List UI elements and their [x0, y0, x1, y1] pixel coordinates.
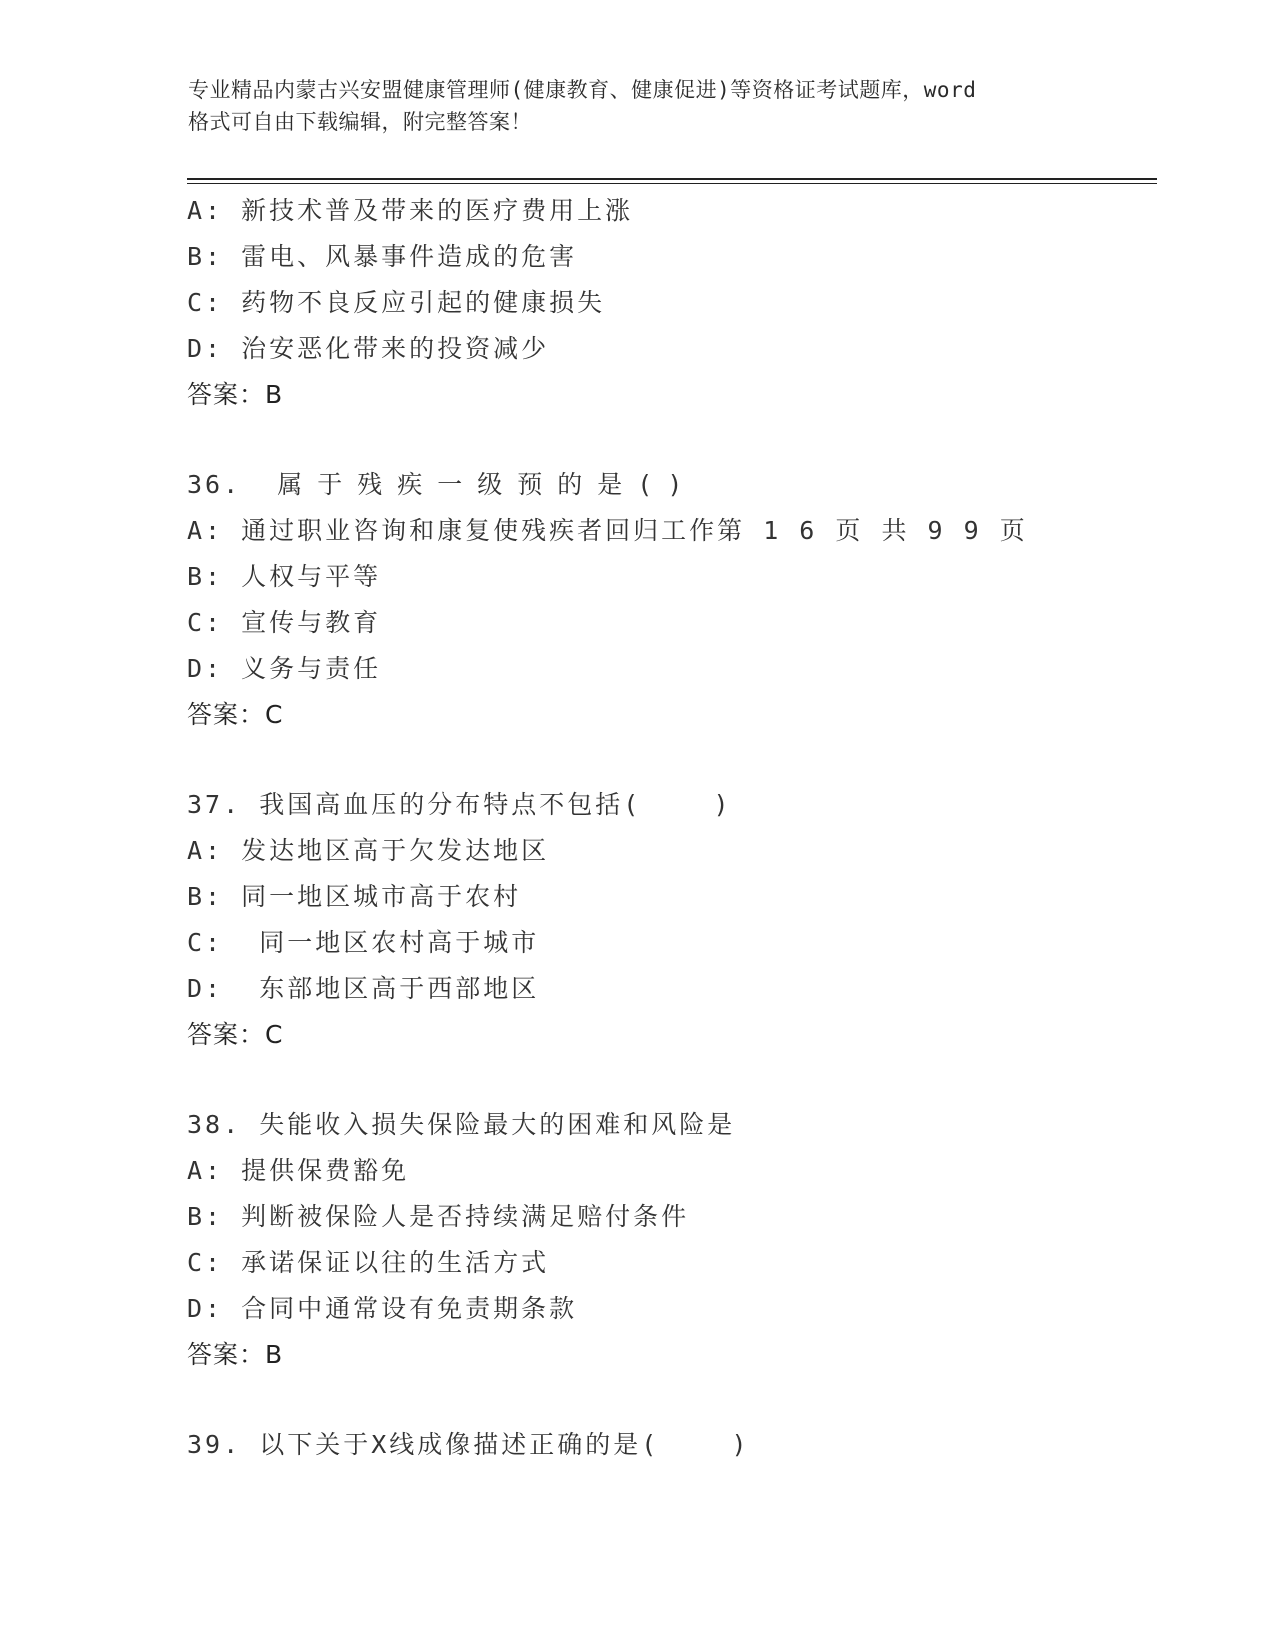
question-39-block: [187, 1422, 1147, 1468]
option-b: B: 人权与平等: [187, 562, 382, 591]
option-c: C: 同一地区农村高于城市: [187, 928, 540, 957]
question-stem: 38. 失能收入损失保险最大的困难和风险是: [187, 1110, 736, 1139]
option-d: D: 义务与责任: [187, 654, 382, 683]
question-text: 属于残疾一级预的是(): [277, 470, 698, 499]
answer-label: 答案：C: [187, 1020, 284, 1049]
option-b: B: 雷电、风暴事件造成的危害: [187, 242, 578, 271]
document-header: [188, 74, 1088, 138]
header-line-1: 专业精品内蒙古兴安盟健康管理师(健康教育、健康促进)等资格证考试题库，word: [188, 78, 977, 102]
question-list: [187, 188, 1147, 1468]
question-35-block: [187, 188, 1147, 418]
option-a: A: 提供保费豁免: [187, 1156, 410, 1185]
question-stem: 39. 以下关于X线成像描述正确的是( ): [187, 1430, 750, 1459]
question-36-block: [187, 462, 1147, 738]
option-a: A: 发达地区高于欠发达地区: [187, 836, 550, 865]
answer-label: 答案：C: [187, 700, 284, 729]
option-a: A: 通过职业咨询和康复使残疾者回归工作第 1 6 页 共 9 9 页: [187, 516, 1028, 545]
option-d: D: 东部地区高于西部地区: [187, 974, 540, 1003]
option-c: C: 承诺保证以往的生活方式: [187, 1248, 550, 1277]
question-38-block: [187, 1102, 1147, 1378]
question-number: 36.: [187, 470, 242, 499]
question-37-block: [187, 782, 1147, 1058]
answer-label: 答案：B: [187, 380, 284, 409]
option-d: D: 治安恶化带来的投资减少: [187, 334, 550, 363]
option-c: C: 药物不良反应引起的健康损失: [187, 288, 606, 317]
header-divider-thick: [187, 178, 1157, 180]
question-stem: 37. 我国高血压的分布特点不包括( ): [187, 790, 732, 819]
answer-label: 答案：B: [187, 1340, 284, 1369]
option-a: A: 新技术普及带来的医疗费用上涨: [187, 196, 634, 225]
option-b: B: 判断被保险人是否持续满足赔付条件: [187, 1202, 690, 1231]
option-b: B: 同一地区城市高于农村: [187, 882, 522, 911]
header-divider-thin: [187, 183, 1157, 184]
header-line-2: 格式可自由下载编辑，附完整答案！: [188, 110, 532, 134]
option-c: C: 宣传与教育: [187, 608, 382, 637]
question-stem: [187, 462, 1147, 508]
option-d: D: 合同中通常设有免责期条款: [187, 1294, 578, 1323]
